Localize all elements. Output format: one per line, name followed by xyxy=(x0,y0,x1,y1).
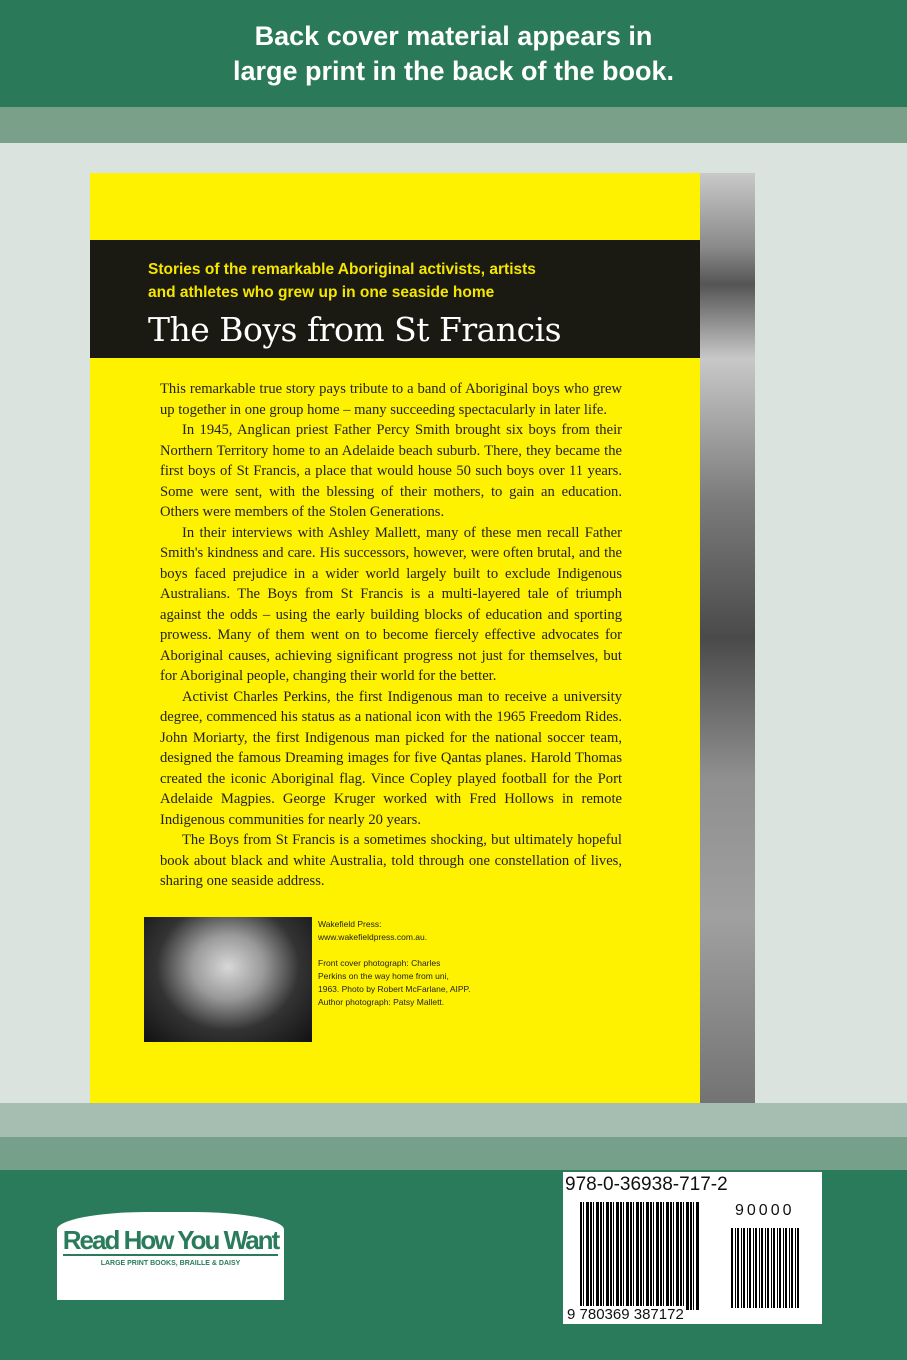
author-photo xyxy=(144,917,312,1042)
banner-line-1: Back cover material appears in xyxy=(254,21,653,51)
blurb-paragraph: In 1945, Anglican priest Father Percy Smith brought six boys from their Northern Territory home to an Adelaide beach suburb. There, they became the first boys of St Francis, a place that would house 50 such boys over 11 years. Some were sent, with the blessing of their mothers, to gain an education. Others were members of the Stolen Generations. xyxy=(160,422,622,520)
logo-subtitle: LARGE PRINT BOOKS, BRAILLE & DAISY xyxy=(100,1260,241,1267)
blurb-paragraph: Activist Charles Perkins, the first Indigenous man to receive a university degree, commenced his status as a national icon with the 1965 Freedom Rides. John Moriarty, the first Indigenous man picked for the national soccer team, designed the famous Dreaming images for five Qantas planes. Harold Thomas created the iconic Aboriginal flag. Vince Copley played football for the Port Adelaide Magpies. George Kruger worked with Fred Hollows in remote Indigenous communities for nearly 20 years. xyxy=(160,688,622,828)
credit-line: Front cover photograph: Charles xyxy=(318,958,441,968)
isbn-text: 978-0-36938-717-2 xyxy=(565,1174,728,1195)
tagline xyxy=(148,258,536,304)
decorative-band xyxy=(0,1103,907,1137)
large-print-notice-banner xyxy=(0,0,907,107)
tagline-line-2: and athletes who grew up in one seaside home xyxy=(148,284,495,301)
decorative-band xyxy=(0,107,907,143)
blurb-paragraph: The Boys from St Francis is a sometimes shocking, but ultimately hopeful book about black and white Australia, told through one constellation of lives, sharing one seaside address. xyxy=(160,832,622,889)
credits xyxy=(318,918,470,1009)
logo-name: Read How You Want xyxy=(62,1225,279,1255)
book-title: The Boys from St Francis xyxy=(148,310,562,349)
blurb xyxy=(160,379,622,892)
spine-photo-strip xyxy=(700,173,755,1103)
banner-line-2: large print in the back of the book. xyxy=(232,56,675,86)
barcode-digits: 9 780369 387172 xyxy=(567,1306,684,1323)
isbn-barcode xyxy=(563,1172,822,1324)
decorative-band xyxy=(0,1137,907,1170)
addon-bars xyxy=(731,1228,801,1308)
credit-spacer xyxy=(318,944,470,957)
read-how-you-want-logo xyxy=(57,1212,284,1300)
credit-line: Wakefield Press: xyxy=(318,919,382,929)
price-addon: 90000 xyxy=(735,1202,795,1219)
blurb-paragraph: This remarkable true story pays tribute to a band of Aboriginal boys who grew up together in one group home – many succeeding spectacularly in later life. xyxy=(160,381,622,418)
blurb-paragraph: In their interviews with Ashley Mallett, many of these men recall Father Smith's kindness and care. His successors, however, were often brutal, and the boys faced prejudice in a wider world largely built to exclude Indigenous Australians. The Boys from St Francis is a multi-layered tale of triumph against the odds – using the early building blocks of education and sporting prowess. Many of them went on to become fiercely effective advocates for Aboriginal causes, achieving significant progress not just for themselves, but for Aboriginal people, changing their world for the better. xyxy=(160,524,622,684)
tagline-line-1: Stories of the remarkable Aboriginal activists, artists xyxy=(148,261,536,278)
credit-line: 1963. Photo by Robert McFarlane, AIPP. xyxy=(318,984,471,994)
barcode-bars xyxy=(580,1202,700,1310)
credit-line: Author photograph: Patsy Mallett. xyxy=(318,997,445,1007)
credit-line: www.wakefieldpress.com.au. xyxy=(318,932,428,942)
credit-line: Perkins on the way home from uni, xyxy=(318,971,449,981)
